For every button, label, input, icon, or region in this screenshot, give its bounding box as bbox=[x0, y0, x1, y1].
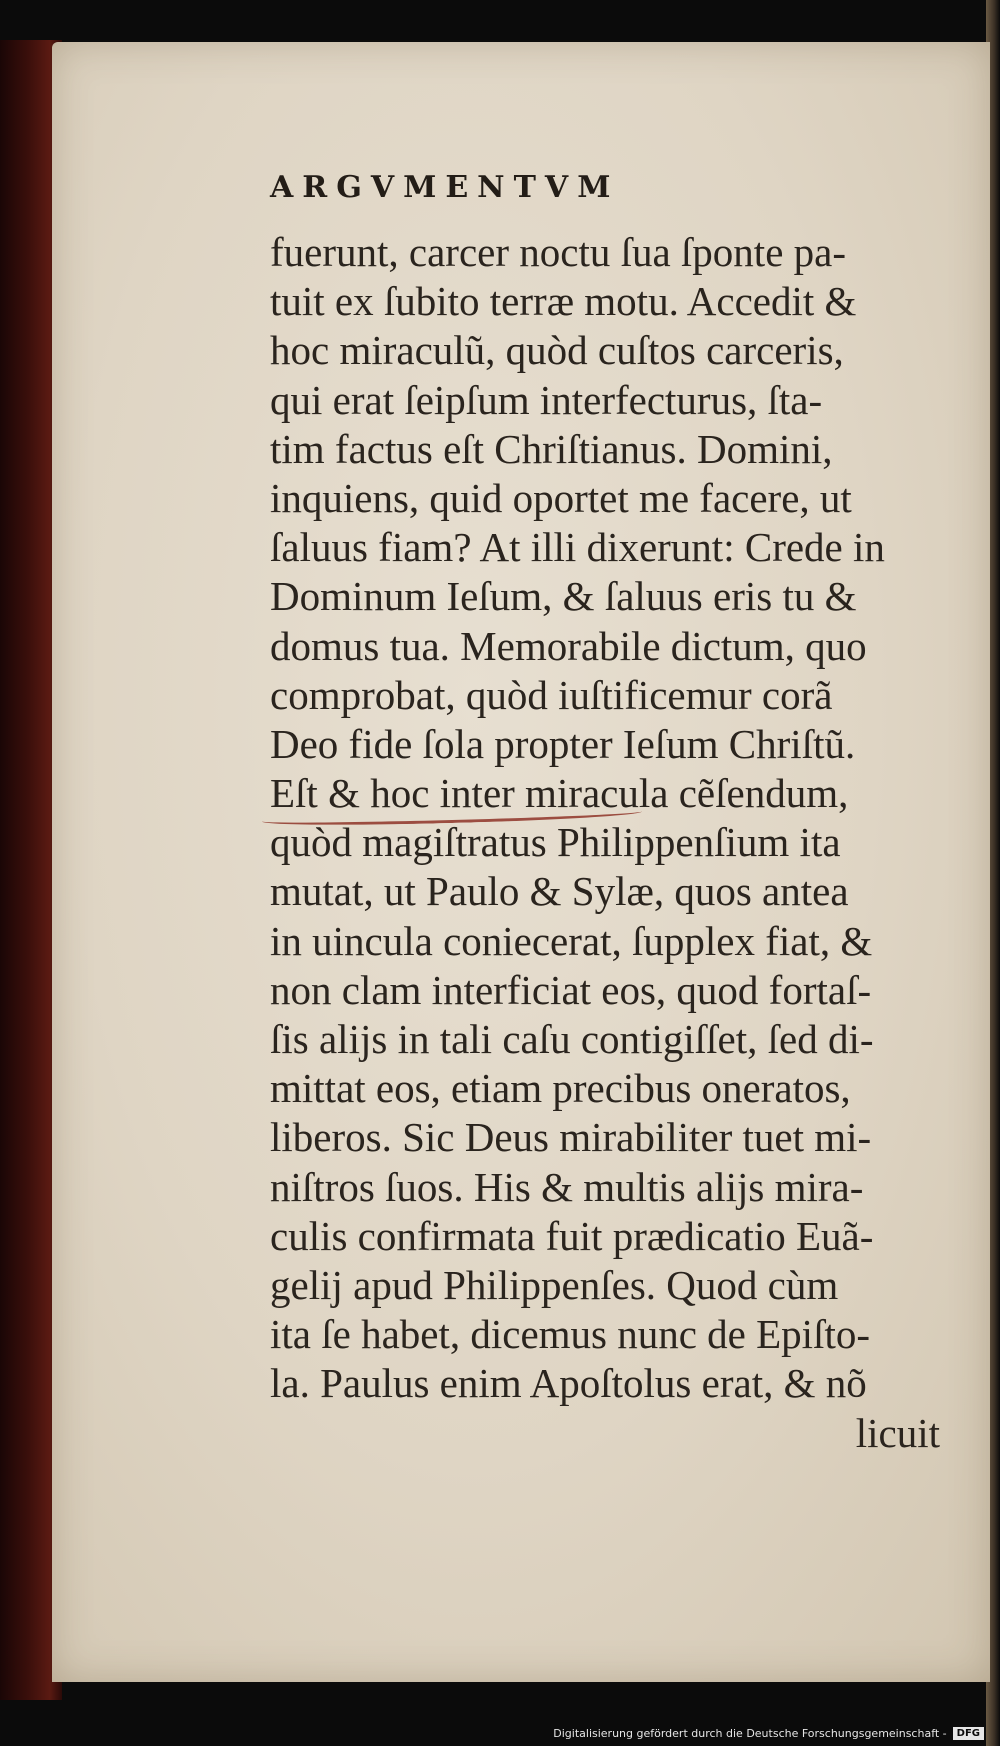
text-line: mittat eos, etiam precibus oneratos, bbox=[270, 1065, 851, 1112]
running-header: ARGVMENTVM bbox=[270, 170, 620, 205]
text-line: ſis alijs in tali caſu contigiſſet, ſed di- bbox=[270, 1016, 874, 1062]
text-line: comprobat, quòd iuſtificemur corã bbox=[270, 671, 833, 718]
text-line: in uincula coniecerat, ſupplex fiat, & bbox=[270, 917, 873, 964]
text-line: gelij apud Philippenſes. Quod cùm bbox=[270, 1261, 839, 1308]
text-line: ſaluus fiam? At illi dixerunt: Crede in bbox=[270, 524, 885, 571]
text-line: Eſt & hoc inter miracula cẽſendum, bbox=[270, 770, 849, 817]
text-line: inquiens, quid oportet me facere, ut bbox=[270, 474, 852, 521]
text-line: domus tua. Memorabile dictum, quo bbox=[270, 622, 867, 669]
text-line: Deo fide ſola propter Ieſum Chriſtũ. bbox=[270, 720, 856, 767]
text-line: tuit ex ſubito terræ motu. Accedit & bbox=[270, 278, 857, 325]
credit-text: Digitalisierung gefördert durch die Deutsche Forschungsgemeinschaft - bbox=[553, 1727, 947, 1740]
text-line: mutat, ut Paulo & Sylæ, quos antea bbox=[270, 868, 849, 915]
text-line: qui erat ſeipſum interfecturus, ſta- bbox=[270, 376, 823, 423]
catchword: licuit bbox=[855, 1409, 940, 1456]
digitization-credit bbox=[553, 1727, 984, 1740]
text-line: culis confirmata fuit prædicatio Euã- bbox=[270, 1212, 874, 1259]
text-line: ita ſe habet, dicemus nunc de Epiſto- bbox=[270, 1311, 871, 1358]
body-text bbox=[270, 228, 950, 1458]
dfg-logo: DFG bbox=[953, 1727, 984, 1740]
text-line: la. Paulus enim Apoſtolus erat, & nõ bbox=[270, 1360, 867, 1407]
text-line: niſtros ſuos. His & multis alijs mira- bbox=[270, 1163, 864, 1210]
text-line: Dominum Ieſum, & ſaluus eris tu & bbox=[270, 573, 857, 620]
text-line: tim factus eſt Chriſtianus. Domini, bbox=[270, 425, 833, 472]
text-line: hoc miraculũ, quòd cuſtos carceris, bbox=[270, 327, 844, 374]
text-line: liberos. Sic Deus mirabiliter tuet mi- bbox=[270, 1114, 872, 1161]
text-line: quòd magiſtratus Philippenſium ita bbox=[270, 819, 841, 866]
text-line: fuerunt, carcer noctu ſua ſponte pa- bbox=[270, 229, 847, 275]
text-line: non clam interficiat eos, quod fortaſ- bbox=[270, 966, 872, 1013]
